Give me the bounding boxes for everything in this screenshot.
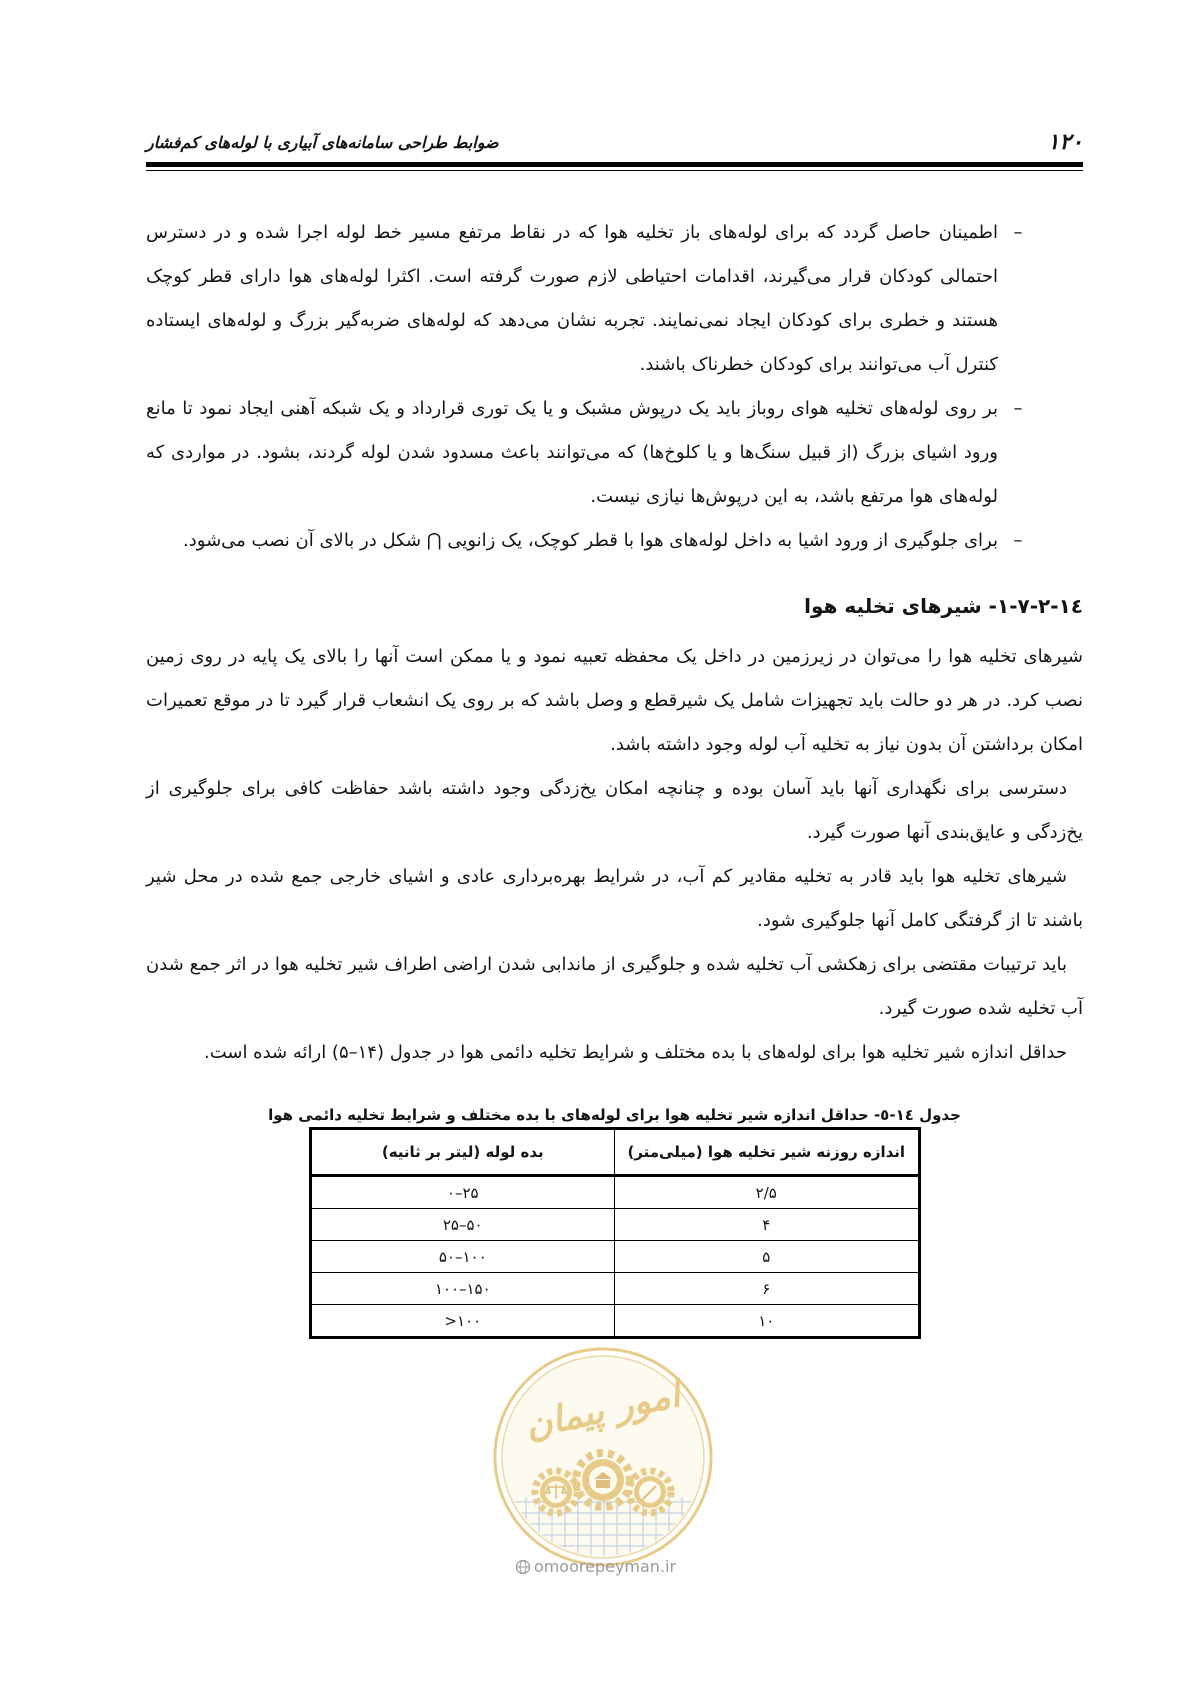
air-valve-size-table — [309, 1127, 921, 1339]
column-header-discharge: بده لوله (لیتر بر ثانیه) — [310, 1129, 615, 1176]
section-heading: ١٤-٢-٧-١- شیرهای تخلیه هوا — [804, 594, 1083, 618]
orifice-cell: ۶ — [615, 1273, 920, 1305]
bullet-dash: – — [1013, 398, 1023, 419]
bullet-list — [146, 211, 1083, 563]
list-item — [146, 387, 1083, 519]
page-body — [146, 211, 1083, 1339]
paragraph: شیرهای تخلیه هوا را می‌توان در زیرزمین در داخل یک محفظه تعبیه نمود و یا ممکن است آنها را بالای یک پایه در روی زمین نصب کرد. در هر دو حالت باید تجهیزات شامل یک شیرقطع و وصل باشد که بر روی یک انشعاب قرار گیرد تا در موقع تعمیرات امکان برداشتن آن بدون نیاز به تخلیه آب لوله وجود داشته باشد. — [146, 646, 1083, 755]
running-title: ضوابط طراحی سامانه‌های آبیاری با لوله‌های کم‌فشار — [146, 133, 499, 152]
discharge-cell: ۰–۲۵ — [310, 1176, 615, 1209]
paragraph: حداقل اندازه شیر تخلیه هوا برای لوله‌های با بده مختلف و شرایط تخلیه دائمی هوا در جدول (۱۴–۵) ارائه شده است. — [203, 1042, 1067, 1063]
column-header-orifice: اندازه روزنه شیر تخلیه هوا (میلی‌متر) — [615, 1129, 920, 1176]
globe-icon — [515, 1559, 531, 1575]
table-row — [310, 1241, 919, 1273]
page-number: ۱۲۰ — [1047, 130, 1083, 155]
bullet-text: برای جلوگیری از ورود اشیا به داخل لوله‌های هوا با قطر کوچک، یک زانویی ⋂ شکل در بالای آن نصب می‌شود. — [183, 530, 998, 551]
list-item — [146, 211, 1083, 387]
paragraph: باید ترتیبات مقتضی برای زهکشی آب تخلیه شده و جلوگیری از ماندابی شدن اراضی اطراف شیر تخلیه هوا در اثر جمع شدن آب تخلیه شده صورت گیرد. — [146, 954, 1083, 1019]
orifice-cell: ۱۰ — [615, 1305, 920, 1338]
watermark-url — [0, 1556, 1191, 1578]
logo-calligraphy: امور پیمان — [521, 1374, 684, 1447]
table-row — [310, 1176, 919, 1209]
bullet-text: بر روی لوله‌های تخلیه هوای روباز باید یک درپوش مشبک و یا یک توری قرارداد و یک شبکه آهنی ایجاد نمود تا مانع ورود اشیای بزرگ (از قبیل سنگ‌ها و یا کلوخ‌ها) که می‌توانند باعث مسدود شدن لوله گردند، بشود. در مواردی که لوله‌های هوا مرتفع باشد، به این درپوش‌ها نیازی نیست. — [146, 398, 998, 507]
seal-graphic — [488, 1342, 718, 1572]
orifice-cell: ۲/۵ — [615, 1176, 920, 1209]
discharge-cell: ۲۵–۵۰ — [310, 1209, 615, 1241]
orifice-cell: ۵ — [615, 1241, 920, 1273]
orifice-cell: ۴ — [615, 1209, 920, 1241]
paragraph: شیرهای تخلیه هوا باید قادر به تخلیه مقادیر کم آب، در شرایط بهره‌برداری عادی و اشیای خارجی جمع شده در محل شیر باشند تا از گرفتگی کامل آنها جلوگیری شود. — [146, 866, 1083, 931]
paragraph: دسترسی برای نگهداری آنها باید آسان بوده و چنانچه امکان یخ‌زدگی وجود داشته باشد حفاظت کافی برای جلوگیری از یخ‌زدگی و عایق‌بندی آنها صورت گیرد. — [146, 778, 1083, 843]
table-caption: جدول ١٤-٥- حداقل اندازه شیر تخلیه هوا برای لوله‌های با بده مختلف و شرایط تخلیه دائمی هوا — [268, 1106, 961, 1124]
header-rule-thick — [146, 162, 1083, 167]
watermark-url-text: omoorepeyman.ir — [533, 1557, 677, 1576]
table-row — [310, 1209, 919, 1241]
discharge-cell: ۵۰–۱۰۰ — [310, 1241, 615, 1273]
running-header — [146, 122, 1083, 158]
bullet-dash: – — [1013, 222, 1023, 243]
header-rule-thin — [146, 170, 1083, 171]
discharge-cell: ۱۰۰–۱۵۰ — [310, 1273, 615, 1305]
list-item — [146, 519, 1083, 563]
bullet-text: اطمینان حاصل گردد که برای لوله‌های باز تخلیه هوا که در نقاط مرتفع مسیر خط لوله اجرا شده و در دسترس احتمالی کودکان قرار می‌گیرند، اقدامات احتیاطی لازم صورت گرفته است. اکثرا لوله‌های هوا دارای قطر کوچک هستند و خطری برای کودکان ایجاد نمی‌نمایند. تجربه نشان می‌دهد که لوله‌های ضربه‌گیر بزرگ و لوله‌های ایستاده کنترل آب می‌توانند برای کودکان خطرناک باشند. — [146, 222, 998, 375]
table-row — [310, 1305, 919, 1338]
bullet-dash: – — [1013, 530, 1023, 551]
table-row — [310, 1273, 919, 1305]
watermark-logo — [488, 1342, 718, 1572]
table-header-row — [310, 1129, 919, 1176]
discharge-cell: >۱۰۰ — [310, 1305, 615, 1338]
